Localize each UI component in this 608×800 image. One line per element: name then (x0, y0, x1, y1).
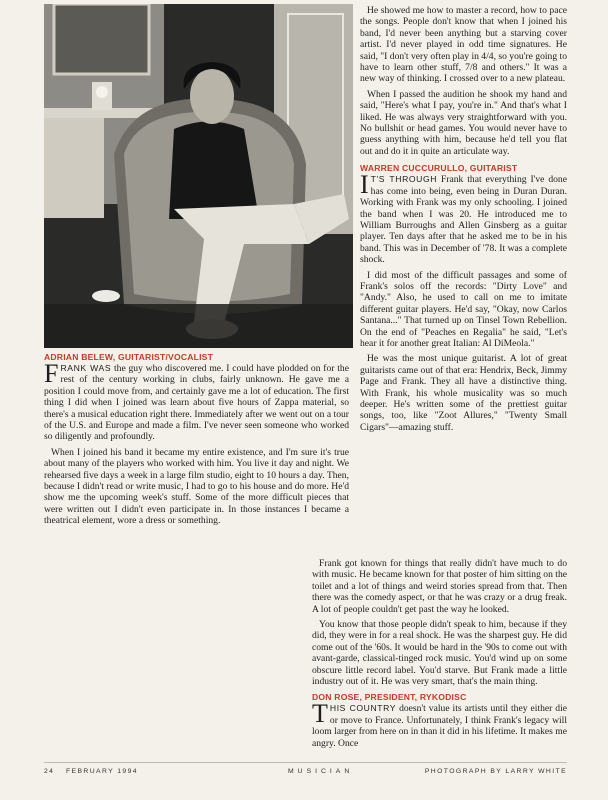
lead-in: HIS COUNTRY (329, 703, 397, 714)
paragraph: When I joined his band it became my entire existence, and I'm sure it's true about many of the players who worked with him. You live it day and night. We rehearsed five days a week in a large film studio, eight to 10 hours a day. Then, because I didn't read or write music, I had to go to his house and do more. He'd show me the upcoming week's stuff. Some of the more difficult pieces that were written out I didn't even participate in. In those instances I became a theatrical element, wore a dress or something. (44, 446, 349, 527)
paragraph: I did most of the difficult passages and some of Frank's solos off the records: "Dirty Love" and "Andy." Also, he used to call on me to imitate different guitar players. He'd say, "Okay, now Carlos Santana..." That turned up on Tinsel Town Rebellion. On the end of "Peaches en Regalia" he said, "Let's hear it for another great Italian: Al DiMeola." (360, 269, 567, 349)
drop-cap: T (312, 699, 328, 729)
photo-illustration (44, 4, 353, 348)
drop-cap: F (44, 359, 59, 388)
paragraph: You know that those people didn't speak to him, because if they did, they were in for a real shock. He was the sharpest guy. He did come out of the '60s. It would be hard in the '90s to come out with avant-garde, classical-tinged rock music. You'd wind up on some obscure little record label. You'd starve. But Frank made a little industry out of it. He was very smart, that's the main thing. (312, 619, 567, 688)
issue-date: FEBRUARY 1994 (66, 768, 138, 775)
paragraph: Frank got known for things that really didn't have much to do with music. He became known for that poster of him sitting on the toilet and a lot of things and weird stories spread from that. Then there was the comedy aspect, or that he was crazy or a drug freak. A lot of people couldn't get past the way he looked. (312, 558, 567, 615)
left-column (44, 352, 349, 531)
magazine-name: MUSICIAN (288, 768, 354, 775)
paragraph: He showed me how to master a record, how to pace the songs. People don't know that when I joined his band, I'd never been anything but a starving cover artist. I'd never played in odd time signatures. He said, "I don't very often play in 4/4, so you're going to have to learn other stuff, 7/8 and others." It was a new way of thinking. I crossed over to a new plateau. (360, 5, 567, 85)
paragraph-body: Frank that everything I've done has come into being, even being in Duran Duran. Working with Frank was my only schooling. I joined the band when I was 20. He introduced me to William Burroughs and Allen Ginsberg as a guitar player. Ten days after that he asked me to be in his band. This was in December of '78. It was a complete shock. (360, 174, 567, 266)
section-heading-don (312, 692, 567, 702)
photo-credit: PHOTOGRAPH BY LARRY WHITE (424, 768, 567, 775)
paragraph (312, 699, 567, 749)
page-footer (44, 768, 567, 780)
lead-in: RANK WAS (60, 363, 112, 373)
section-heading-warren (360, 163, 567, 173)
speaker-role: PRESIDENT, RYKODISC (364, 692, 467, 703)
page-number: 24 (44, 768, 55, 775)
lead-in: T'S THROUGH (370, 174, 438, 185)
footer-rule (44, 762, 567, 763)
speaker-name: WARREN CUCCURULLO, (360, 163, 468, 174)
section-heading-adrian (44, 352, 349, 362)
paragraph: When I passed the audition he shook my hand and said, "Here's what I pay, you're in." And that's what I liked. He was always very straightforward with you. No bullshit or head games. You would never have to guess anything with him, because he'd tell you flat out and do it in quite an articulate way. (360, 88, 567, 157)
speaker-role: GUITARIST/VOCALIST (117, 352, 214, 362)
paragraph (360, 170, 567, 266)
paragraph-body: doesn't value its artists until they either die or move to France. Unfortunately, I think Frank's legacy will loom larger from here on in than it did in his lifetime. It makes me angry. Once (312, 703, 567, 749)
speaker-name: DON ROSE, (312, 692, 363, 703)
drop-cap: I (360, 170, 369, 200)
paragraph: He was the most unique guitarist. A lot of great guitarists came out of that era: Hendrix, Beck, Jimmy Page and Frank. They all have a distinctive thing. With Frank, his whole musicality was so much deeper. He's written some of the prettiest guitar songs, too, like "Zoot Allures," "Twenty Small Cigars"—amazing stuff. (360, 353, 567, 433)
lower-right-column (312, 558, 567, 753)
speaker-role: GUITARIST (469, 163, 518, 174)
speaker-name: ADRIAN BELEW, (44, 352, 116, 362)
frank-zappa-photograph (44, 4, 353, 348)
right-column (360, 5, 567, 437)
paragraph (44, 359, 349, 443)
paragraph-body: the guy who discovered me. I could have plodded on for the rest of the century working in clubs, fairly unknown. He gave me a position I could move from, and certainly gave me a lot of education. The first thing I did when I joined was learn about five hours of Zappa material, so there's a musical education right there. Immediately after we went out on a tour of the U.S. and Europe and made a film. I've never seen someone who worked so diligently and profoundly. (44, 363, 349, 443)
